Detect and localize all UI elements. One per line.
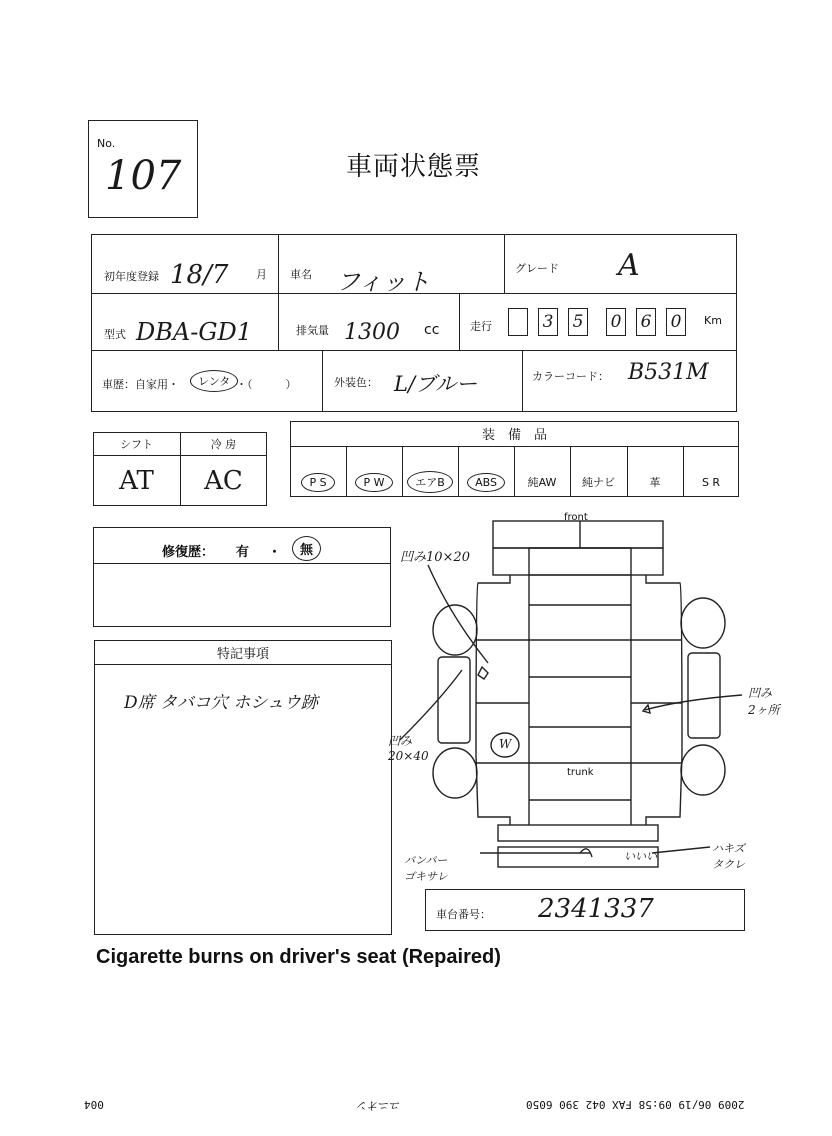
color-code-value: B531M [628,360,709,385]
history-label: 車歴：自家用・ [102,378,179,391]
diagram-front-label: front [564,512,588,523]
repair-history-label: 修復歴： [162,545,215,560]
equip-sunroof: S R [701,475,721,489]
mileage-digit-5: 6 [636,308,656,336]
equip-navi: 純ナビ [582,476,615,489]
sheet-title: 車両状態票 [346,152,482,182]
special-notes-text: D席 タバコ穴 ホシュウ跡 [124,693,318,713]
special-notes-box [94,640,392,935]
special-notes-label: 特記事項 [216,646,269,662]
equipment-header: 装 備 品 [481,428,547,443]
grade-label: グレード [515,262,559,275]
equip-airbag: エアB [402,462,458,502]
ac-value: AC [204,466,243,496]
shift-value: AT [119,466,154,496]
displacement-unit: cc [424,322,440,338]
diagram-annotation-right: 凹み 2ヶ所 [748,686,780,717]
shift-label: シフト [120,437,153,451]
color-code-label: カラーコード： [532,370,609,383]
equip-abs: ABS [458,462,514,502]
sheet-number-label: No. [97,137,116,150]
equip-leather: 革 [649,476,661,489]
fax-footer-sender: ユニオン [356,1099,400,1112]
displacement-value: 1300 [344,320,400,345]
exterior-color-label: 外装色： [334,376,378,389]
mileage-label: 走行 [470,320,492,333]
model-value: DBA-GD1 [136,318,253,346]
sheet-number-box [88,120,198,218]
equip-ps: P S [290,462,346,502]
diagram-annotation-rear-mark: いいい [624,850,657,863]
mileage-digit-4: 0 [606,308,626,336]
diagram-annotation-top: 凹み10×20 [400,550,470,565]
repair-dot: ・ [268,545,282,560]
first-registration-unit: 月 [256,268,267,281]
diagram-annotation-rear: ハキズ タクレ [712,842,745,871]
history-other: ・（ ） [236,378,297,391]
first-registration-label: 初年度登録 [104,270,159,283]
mileage-digit-2: 3 [538,308,558,336]
mileage-unit: Km [704,314,722,327]
diagram-annotation-w: W [499,737,512,751]
mileage-digit-3: 5 [568,308,588,336]
repair-yes: 有 [236,545,250,560]
mileage-digit-6: 0 [666,308,686,336]
equip-alloy-wheels: 純AW [527,476,557,489]
chassis-number-value: 2341337 [538,894,654,924]
history-circled-rental: レンタ [190,370,238,392]
diagram-annotation-bumper: バンパー ゴキサレ [404,854,448,883]
first-registration-value: 18/7 [170,260,229,290]
mileage-digit-1 [508,308,528,336]
equip-pw: P W [346,462,402,502]
displacement-label: 排気量 [296,324,329,337]
car-name-value: フィット [336,268,431,296]
caption: Cigarette burns on driver's seat (Repaired) [96,946,501,968]
chassis-number-label: 車台番号： [436,908,491,921]
diagram-trunk-label: trunk [567,767,594,778]
fax-footer-datetime: 2009 06/19 09:58 FAX 042 390 6050 [526,1098,745,1111]
sheet-number-value: 107 [105,153,182,199]
grade-value: A [618,248,640,283]
repair-no-circled: 無 [292,536,321,561]
fax-footer-page: 004 [84,1098,104,1111]
diagram-annotation-left: 凹み 20×40 [388,734,429,763]
model-label: 型式 [104,328,126,341]
exterior-color-value: L/ブルー [394,372,478,396]
ac-label: 冷 房 [210,437,237,451]
car-name-label: 車名 [290,268,312,281]
